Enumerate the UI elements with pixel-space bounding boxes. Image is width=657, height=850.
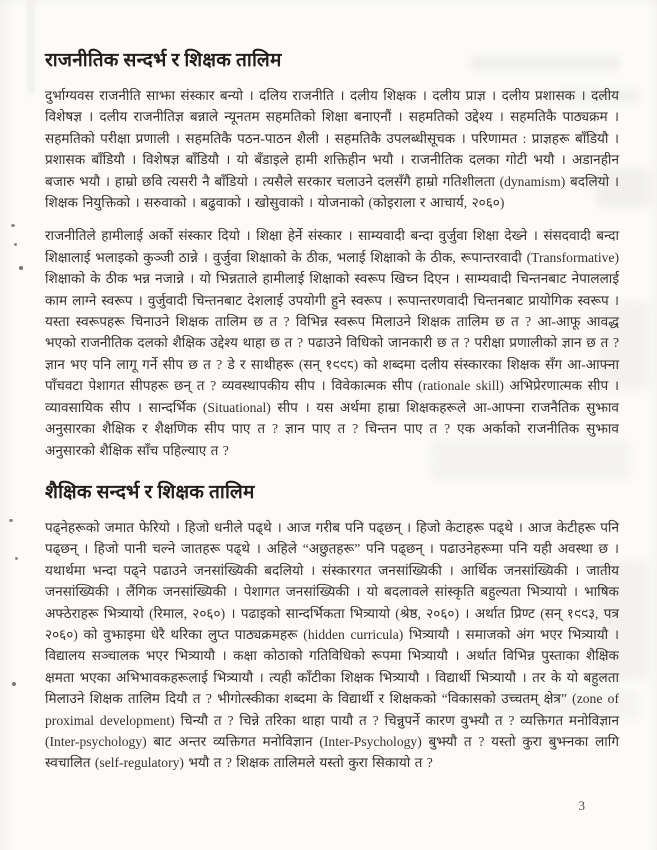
scan-speck (12, 682, 16, 686)
paragraph-educational-1: पढ्नेहरूको जमात फेरियो । हिजो धनीले पढ्थे । आज गरीब पनि पढ्छन् । हिजो केटाहरू पढ्थे । आज केटीहरू पनि पढ्छन् । हिजो पानी चल्ने जातहरू पढ्थे । अहिले “अछुतहरू” पनि पढ्छन् । पढाउनेहरूमा पनि यही अवस्था छ । यथार्थमा भन्दा पढ्ने पढाउने जनसांख्यिकी बदलियो । संस्कारगत जनसांख्यिकी । आर्थिक जनसांख्यिकी । जातीय जनसांख्यिकी । लैंगिक जनसांख्यिकी । पेशागत जनसांख्यिकी । यो बदलावले सांस्कृति बहुल्यता भित्र्यायो । भाषिक अफ्ठेराहरू भित्र्यायो (रिमाल, २०६०) । पढाइको सान्दर्भिकता भित्र्यायो (श्रेष्ठ, २०६०) । अर्थात प्रिण्ट (सन् १९९३, पत्र २०६०) को वुझाइमा धेरै थरिका लुप्त पाठ्यक्रमहरू (hidden curricula) भित्र्यायौ । समाजको अंग भएर भित्र्यायौ । विद्यालय सञ्चालक भएर भित्र्यायौ । कक्षा कोठाको गतिविधिको रूपमा भित्र्यायौ । अर्थात विभिन्न पुस्ताका शैक्षिक क्षमता भएका अभिभावकहरूलाई भित्र्यायौ । त्यही काँटीका शिक्षक भित्र्यायौ । विद्यार्थी भित्र्यायौ । तर के यो बहुलता मिलाउने शिक्षक तालिम दियौ त ? भीगोत्स्कीका शब्दमा के विद्यार्थी र शिक्षकको “विकासको उच्चतम् क्षेत्र” (zone of proximal development) चिन्यौ त ? चिन्ने तरिका थाहा पायौ त ? चिन्नुपर्ने कारण वुझ्यौ त ? व्यक्तिगत मनोविज्ञान (Inter-psychology) बाट अन्तर व्यक्तिगत मनोविज्ञान (Inter-Psychology) बुझ्यौ त ? यस्तो कुरा बुझ्नका लागि स्वचालित (self-regulatory) भयौ त ? शिक्षक तालिमले यस्तो कुरा सिकायो त ? (45, 519, 619, 771)
section-heading-political-context: राजनीतिक सन्दर्भ र शिक्षक तालिम (45, 50, 282, 71)
page-number: 3 (578, 798, 585, 813)
scan-speck (15, 557, 18, 560)
scan-speck (11, 224, 15, 227)
scan-speck (14, 243, 17, 246)
scan-speck (9, 519, 13, 522)
scan-speck (19, 266, 23, 270)
section-heading-educational-context: शैक्षिक सन्दर्भ र शिक्षक तालिम (45, 481, 255, 503)
scan-streak (27, 0, 35, 95)
paragraph-political-1: दुर्भाग्यवस राजनीति साझा संस्कार बन्यो । दलिय राजनीति । दलीय शिक्षक । दलीय प्राज्ञ । दलीय प्रशासक । दलीय विशेषज्ञ । दलीय राजनीतिज्ञ बन्नाले न्यूनतम सहमतिको शिक्षा बनाएनौं । सहमतिको उद्देश्य । सहमतिकै पाठ्यक्रम । सहमतिको परीक्षा प्रणाली । सहमतिकै पठन-पाठन शैली । सहमतिकै उपलब्धीसूचक । परिणामत : प्राज्ञहरू बाँडियौ । प्रशासक बाँडियौ । विशेषज्ञ बाँडियौ । यो बँडाइले हामी शक्तिहीन भयौ । राजनीतिक दलका गोटी भयौ । अडानहीन बजारु भयौ । हाम्रो छवि त्यसरी नै बाँडियो । त्यसैले सरकार चलाउने दलसँगै हाम्रो गतिशीलता (dynamism) बदलियो । शिक्षक नियुक्तिको । सरुवाको । बढुवाको । खोसुवाको । योजनाको (कोइराला र आचार्य, २०६०) (45, 88, 619, 211)
text-block (45, 46, 619, 786)
paragraph-political-2: राजनीतिले हामीलाई अर्को संस्कार दियो । शिक्षा हेर्ने संस्कार । साम्यवादी बन्दा वुर्जुवा शिक्षा देख्ने । संसदवादी बन्दा शिक्षालाई भलाइको कुञ्जी ठान्ने । वुर्जुवा शिक्षाको के ठीक, भलाई शिक्षाको के ठीक, रूपान्तरवादी (Transformative) शिक्षाको के ठीक भन्न नजान्ने । यो भिन्नताले हामीलाई शिक्षाको स्वरूप खिच्न दिएन । साम्यवादी चिन्तनबाट नेपाललाई काम लाग्ने स्वरूप । वुर्जुवादी चिन्तनबाट देशलाई उपयोगी हुने स्वरूप । रूपान्तरणवादी चिन्तनबाट प्रायोगिक स्वरूप । यस्ता स्वरूपहरू चिनाउने शिक्षक तालिम छ त ? विभिन्न स्वरूप मिलाउने शिक्षक तालिम छ त ? आ-आफू आवद्ध भएको राजनीतिक दलको शैक्षिक उद्देश्य थाहा छ त ? पढाउने विधिको जानकारी छ त ? परीक्षा प्रणालीको ज्ञान छ त ? ज्ञान भए पनि लागू गर्ने सीप छ त ? डे र साथीहरू (सन् १९९८) को शब्दमा दलीय संस्कारका शिक्षक सँग आ-आफ्ना पाँचवटा पेशागत सीपहरू छन् त ? व्यवस्थापकीय सीप । विवेकात्मक सीप (rationale skill) अभिप्रेरणात्मक सीप । व्यावसायिक सीप । सान्दर्भिक (Situational) सीप । यस अर्थमा हाम्रा शिक्षकहरूले आ-आफ्ना राजनैतिक सुझाव अनुसारका शैक्षिक र शैक्षणिक सीप पाए त ? ज्ञान पाए त ? चिन्तन पाए त ? एक अर्काको राजनीतिक सुझाव अनुसारको शैक्षिक साँच पहिल्याए त ? (45, 228, 619, 458)
